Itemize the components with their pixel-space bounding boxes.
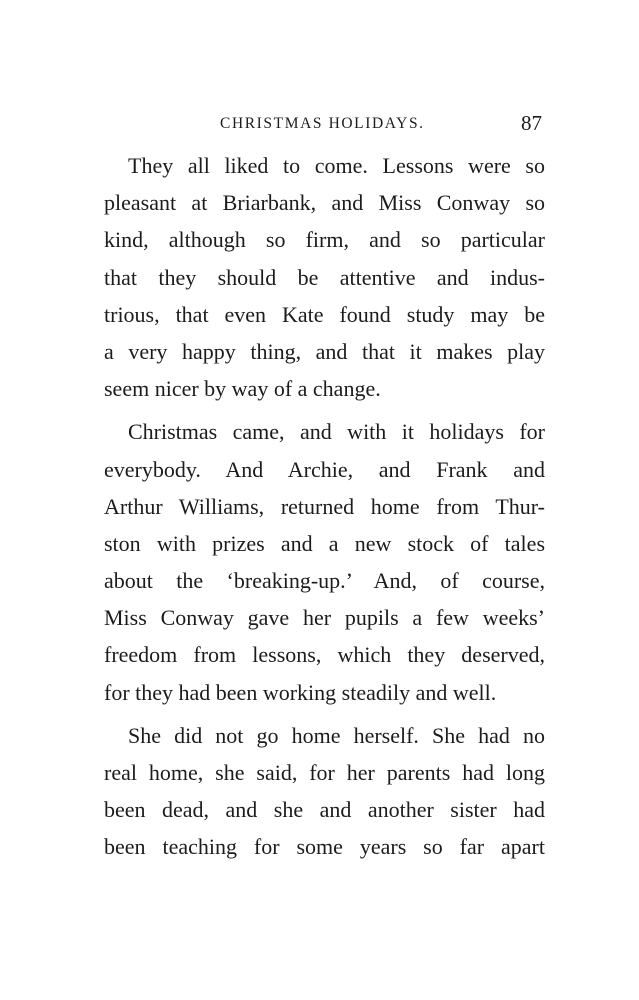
text-line: kind, although so firm, and so particular [104,227,545,253]
running-title: CHRISTMAS HOLIDAYS. [220,115,425,132]
text-line: for they had been working steadily and well. [104,679,497,705]
text-line: ston with prizes and a new stock of tales [104,530,545,556]
text-line: about the ‘breaking-up.’ And, of course, [104,568,545,594]
text-line: a very happy thing, and that it makes play [104,338,545,364]
text-body [104,147,545,872]
text-line: everybody. And Archie, and Frank and [104,456,545,482]
text-line: She did not go home herself. She had no [128,722,545,748]
paragraph [104,147,545,407]
text-line: freedom from lessons, which they deserved, [104,642,545,668]
page-number: 87 [521,111,542,135]
text-line: They all liked to come. Lessons were so [128,153,545,178]
text-line: real home, she said, for her parents had long [104,760,545,785]
paragraph [104,717,545,866]
text-line: Arthur Williams, returned home from Thur- [104,493,545,519]
text-line: seem nicer by way of a change. [104,376,381,402]
text-line: Miss Conway gave her pupils a few weeks’ [104,605,545,631]
text-line: that they should be attentive and indus- [104,264,545,290]
text-line: trious, that even Kate found study may be [104,301,545,327]
text-line: been teaching for some years so far apart [104,834,545,860]
text-line: Christmas came, and with it holidays for [128,419,545,445]
running-head [104,111,544,137]
text-line: pleasant at Briarbank, and Miss Conway so [104,190,545,216]
text-line: been dead, and she and another sister had [104,797,545,823]
paragraph [104,413,545,711]
